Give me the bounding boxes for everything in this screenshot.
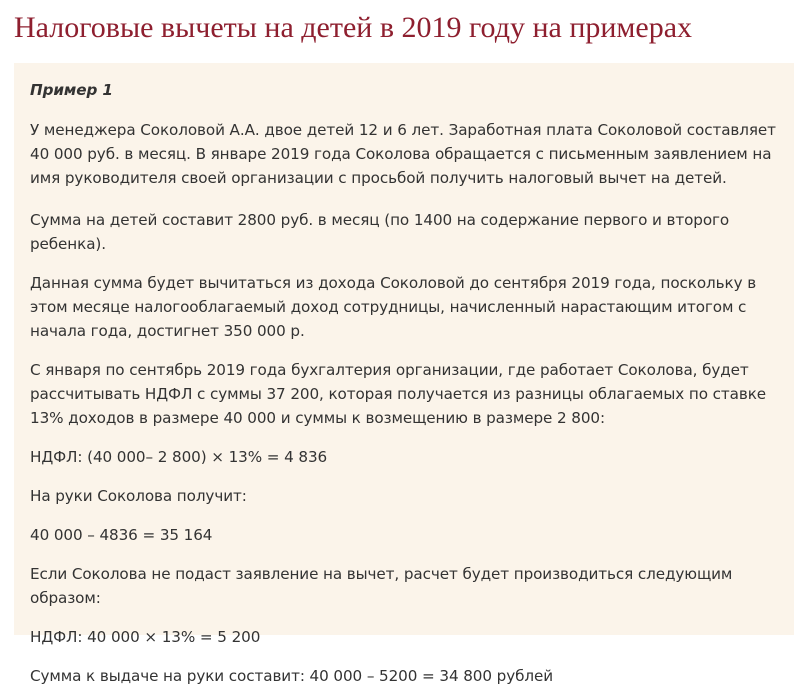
page-title: Налоговые вычеты на детей в 2019 году на примерах (14, 11, 693, 44)
example-paragraph-calculation: С января по сентябрь 2019 года бухгалтерия организации, где работает Соколова, будет рассчитывать НДФЛ с суммы 37 200, которая получается из разницы облагаемых по ставке 13% доходов в размере 40 000 и суммы к возмещению в размере 2 800: (30, 361, 767, 427)
example-heading: Пример 1 (30, 81, 113, 99)
example-paragraph-payout: Сумма к выдаче на руки составит: 40 000 – 5200 = 34 800 рублей (30, 667, 553, 685)
example-paragraph-intro: У менеджера Соколовой А.А. двое детей 12 и 6 лет. Заработная плата Соколовой составляет 40 000 руб. в месяц. В январе 2019 года Соколова обращается с письменным заявлением на имя руководителя своей организации с просьбой получить налоговый вычет на детей. (30, 121, 776, 187)
example-formula-ndfl-full: НДФЛ: 40 000 × 13% = 5 200 (30, 628, 261, 646)
example-paragraph-sum: Сумма на детей составит 2800 руб. в месяц (по 1400 на содержание первого и второго ребенка). (30, 211, 730, 253)
example-box (14, 63, 794, 685)
example-formula-ndfl: НДФЛ: (40 000– 2 800) × 13% = 4 836 (30, 448, 328, 466)
example-paragraph-no-deduction: Если Соколова не подаст заявление на вычет, расчет будет производиться следующим образом: (30, 565, 733, 607)
example-paragraph-limit: Данная сумма будет вычитаться из дохода Соколовой до сентября 2019 года, поскольку в этом месяце налогооблагаемый доход сотрудницы, начисленный нарастающим итогом с начала года, достигнет 350 000 р. (30, 274, 757, 340)
example-formula-net: 40 000 – 4836 = 35 164 (30, 526, 213, 544)
example-paragraph-net-label: На руки Соколова получит: (30, 487, 247, 505)
